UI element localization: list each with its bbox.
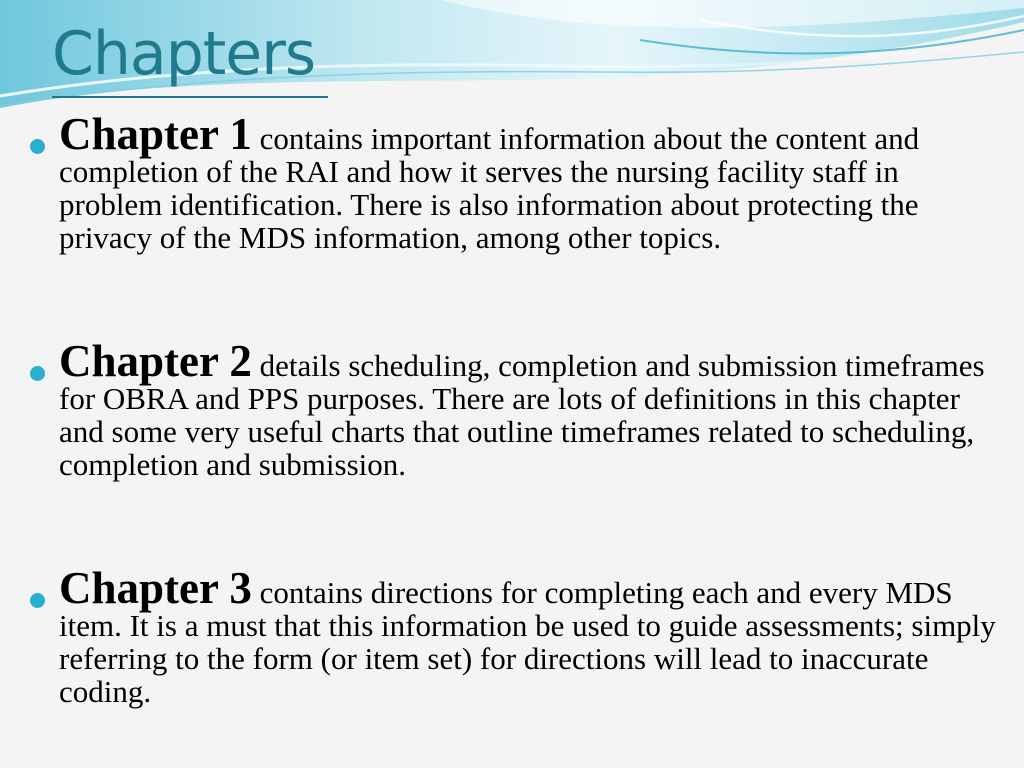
chapter-1-item — [22, 109, 997, 255]
chapter-2-text-block — [59, 336, 997, 482]
chapter-3-description: contains directions for completing each and every MDS item. It is a must that this information be used to guide assessments; simply referring to the form (or item set) for directions will lead to inaccurate coding. — [59, 575, 996, 709]
bullet-icon — [30, 366, 45, 381]
slide-title: Chapters — [52, 19, 316, 89]
title-underline — [52, 96, 328, 98]
chapter-2-item — [22, 336, 997, 482]
bullet-icon — [30, 139, 45, 154]
chapter-2-heading: Chapter 2 — [59, 336, 252, 386]
bullet-icon — [30, 593, 45, 608]
chapter-3-item — [22, 563, 997, 709]
chapter-1-description: contains important information about the content and completion of the RAI and how it serves the nursing facility staff in problem identification. There is also information about protecting the privacy of the MDS information, among other topics. — [59, 121, 920, 255]
chapter-2-description: details scheduling, completion and submission timeframes for OBRA and PPS purposes. There are lots of definitions in this chapter and some very useful charts that outline timeframes related to scheduling, completion and submission. — [59, 348, 985, 482]
chapter-3-text-block — [59, 563, 997, 709]
chapter-1-heading: Chapter 1 — [59, 109, 252, 159]
chapter-3-heading: Chapter 3 — [59, 563, 252, 613]
chapter-1-text-block — [59, 109, 997, 255]
